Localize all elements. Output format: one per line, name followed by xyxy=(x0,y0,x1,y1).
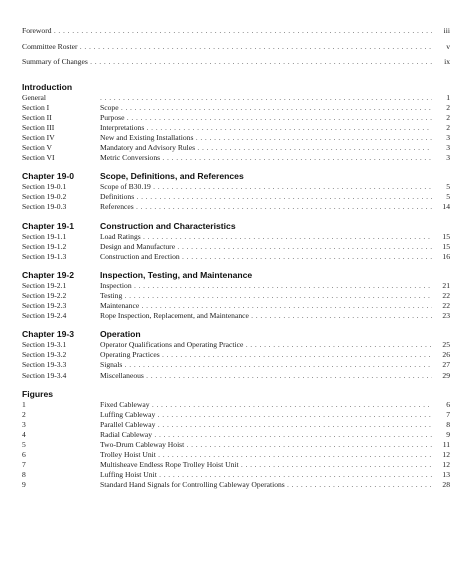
toc-entry-page-number: 15 xyxy=(442,231,450,241)
toc-entry-page-number: 16 xyxy=(442,251,450,261)
figure-entry-page-number: 11 xyxy=(442,440,450,449)
toc-section-heading xyxy=(22,221,450,232)
figure-entry-label: 5 xyxy=(22,440,26,449)
figure-entry-page-number: 12 xyxy=(442,460,450,470)
figure-entry-title: Parallel Cableway . . . xyxy=(100,420,432,430)
toc-entry-label: Section V xyxy=(22,143,53,152)
toc-entry-row[interactable] xyxy=(22,202,450,212)
toc-entry-row[interactable] xyxy=(22,123,450,133)
front-matter-entry-title: Foreword . . . xyxy=(22,26,432,36)
toc-entry-row[interactable] xyxy=(22,252,450,262)
toc-entry-page-number: 22 xyxy=(442,290,450,300)
toc-entry-label: Section 19-2.3 xyxy=(22,301,67,310)
toc-entry-title: Mandatory and Advisory Rules . . . xyxy=(100,143,432,153)
toc-entry-title: Signals . . . xyxy=(100,360,432,370)
figure-entry-title: Trolley Hoist Unit . . . xyxy=(100,450,432,460)
toc-entry-page-number: 5 xyxy=(446,182,450,192)
figure-entry-page-number: 6 xyxy=(446,399,450,409)
toc-section-heading-title: Operation xyxy=(100,329,141,340)
front-matter-entry-row[interactable] xyxy=(22,42,450,52)
figure-entry-page-number: 12 xyxy=(442,450,450,460)
figure-entry-row[interactable] xyxy=(22,450,450,460)
toc-entry-title: New and Existing Installations . . . xyxy=(100,133,432,143)
front-matter-entry-page-number: v xyxy=(446,41,450,51)
toc-entry-label: General xyxy=(22,92,47,102)
toc-entry-title: Testing . . . xyxy=(100,291,432,301)
figure-entry-page-number: 13 xyxy=(442,470,450,480)
toc-entry-label: Section 19-1.3 xyxy=(22,251,67,261)
figure-entry-label: 9 xyxy=(22,480,26,490)
toc-entry-title: Inspection . . . xyxy=(100,281,432,291)
figure-entry-row[interactable] xyxy=(22,430,450,440)
toc-entry-title: Miscellaneous . . . xyxy=(100,371,432,381)
figure-entry-title: Standard Hand Signals for Controlling Cableway Operations . . . xyxy=(100,480,432,490)
toc-entry-label: Section III xyxy=(22,122,55,132)
toc-entry-page-number: 22 xyxy=(442,301,450,310)
toc-entry-row[interactable] xyxy=(22,113,450,123)
toc-section-heading xyxy=(22,329,450,340)
figure-entry-row[interactable] xyxy=(22,460,450,470)
toc-entry-page-number: 21 xyxy=(442,280,450,290)
toc-section-heading-label: Chapter 19-1 xyxy=(22,220,75,231)
toc-entry-label: Section 19-3.4 xyxy=(22,370,67,380)
toc-entry-title: Load Ratings . . . xyxy=(100,232,432,242)
toc-entry-label: Section 19-3.1 xyxy=(22,340,67,350)
toc-entry-title: Definitions . . . xyxy=(100,192,432,202)
toc-entry-title: Interpretations . . . xyxy=(100,123,432,133)
toc-entry-row[interactable] xyxy=(22,350,450,360)
figure-entry-label: 3 xyxy=(22,419,26,429)
figure-entry-label: 8 xyxy=(22,470,26,480)
toc-entry-row[interactable] xyxy=(22,291,450,301)
toc-entry-label: Section II xyxy=(22,112,52,122)
toc-section-heading xyxy=(22,171,450,182)
toc-entry-label: Section 19-2.1 xyxy=(22,280,67,290)
toc-entry-row[interactable] xyxy=(22,143,450,153)
figure-entry-label: 2 xyxy=(22,409,26,419)
figure-entry-title: Two-Drum Cableway Hoist . . . xyxy=(100,440,432,450)
toc-entry-page-number: 1 xyxy=(446,92,450,102)
figure-entry-row[interactable] xyxy=(22,420,450,430)
toc-section-heading xyxy=(22,389,450,400)
toc-entry-page-number: 15 xyxy=(442,241,450,251)
toc-entry-page-number: 27 xyxy=(442,360,450,370)
toc-entry-label: Section 19-1.2 xyxy=(22,241,67,251)
toc-section-heading-label: Chapter 19-2 xyxy=(22,269,75,280)
figure-entry-row[interactable] xyxy=(22,410,450,420)
toc-entry-label: Section 19-3.3 xyxy=(22,360,67,370)
figure-entry-page-number: 7 xyxy=(446,409,450,419)
toc-section-heading-label: Chapter 19-3 xyxy=(22,329,75,340)
toc-entry-title: Rope Inspection, Replacement, and Maintenance . . . xyxy=(100,311,432,321)
toc-section-heading-label: Introduction xyxy=(22,81,73,92)
toc-entry-page-number: 26 xyxy=(442,350,450,360)
toc-entry-row[interactable] xyxy=(22,192,450,202)
figure-entry-label: 7 xyxy=(22,460,26,470)
toc-entry-title: Metric Conversions . . . xyxy=(100,153,432,163)
figure-entry-page-number: 8 xyxy=(446,419,450,429)
toc-entry-title: References . . . xyxy=(100,202,432,212)
toc-entry-page-number: 2 xyxy=(446,112,450,122)
figure-entry-row[interactable] xyxy=(22,440,450,450)
toc-entry-page-number: 2 xyxy=(446,102,450,112)
toc-entry-row[interactable] xyxy=(22,103,450,113)
toc-entry-page-number: 5 xyxy=(446,192,450,202)
toc-entry-title: Scope of B30.19 . . . xyxy=(100,182,432,192)
toc-entry-label: Section VI xyxy=(22,153,55,163)
figure-entry-row[interactable] xyxy=(22,400,450,410)
toc-entry-page-number: 2 xyxy=(446,122,450,132)
figure-entry-page-number: 9 xyxy=(446,429,450,439)
front-matter-entry-title: Summary of Changes . . . xyxy=(22,57,432,67)
toc-entry-title xyxy=(100,93,432,103)
toc-entry-row[interactable] xyxy=(22,232,450,242)
front-matter-entry-page-number: ix xyxy=(444,57,450,66)
toc-entry-label: Section 19-2.2 xyxy=(22,290,67,300)
figure-entry-title: Radial Cableway . . . xyxy=(100,430,432,440)
figure-entry-title: Luffing Cableway . . . xyxy=(100,410,432,420)
toc-entry-title: Operating Practices . . . xyxy=(100,350,432,360)
figure-entry-title: Luffing Hoist Unit . . . xyxy=(100,470,432,480)
toc-entry-row[interactable] xyxy=(22,133,450,143)
toc-entry-row[interactable] xyxy=(22,311,450,321)
figure-entry-label: 4 xyxy=(22,429,26,439)
toc-entry-label: Section 19-3.2 xyxy=(22,350,67,360)
toc-section-heading-label: Figures xyxy=(22,388,54,399)
toc-entry-label: Section 19-0.3 xyxy=(22,202,67,212)
toc-entry-row[interactable] xyxy=(22,340,450,350)
toc-entry-label: Section 19-0.1 xyxy=(22,182,67,192)
toc-entry-page-number: 3 xyxy=(446,143,450,152)
toc-entry-title: Maintenance . . . xyxy=(100,301,432,311)
toc-entry-page-number: 25 xyxy=(442,340,450,350)
toc-entry-row[interactable] xyxy=(22,371,450,381)
front-matter-entry-title: Committee Roster . . . xyxy=(22,42,432,52)
figure-entry-title: Multisheave Endless Rope Trolley Hoist Unit . . . xyxy=(100,460,432,470)
toc-entry-label: Section I xyxy=(22,102,50,112)
toc-entry-label: Section 19-1.1 xyxy=(22,231,67,241)
toc-entry-page-number: 3 xyxy=(446,132,450,142)
toc-entry-row[interactable] xyxy=(22,182,450,192)
toc-section-heading-title: Construction and Characteristics xyxy=(100,220,236,231)
toc-section-heading xyxy=(22,82,450,93)
front-matter-entry-row[interactable] xyxy=(22,57,450,67)
toc-entry-title: Design and Manufacture . . . xyxy=(100,242,432,252)
toc-section-heading-label: Chapter 19-0 xyxy=(22,171,75,182)
toc-section-heading-title: Scope, Definitions, and References xyxy=(100,171,244,182)
toc-entry-label: Section IV xyxy=(22,132,55,142)
toc-entry-title: Scope . . . xyxy=(100,103,432,113)
toc-entry-row[interactable] xyxy=(22,360,450,370)
figure-entry-page-number: 28 xyxy=(442,480,450,490)
toc-entry-page-number: 14 xyxy=(442,202,450,212)
toc-section-heading xyxy=(22,270,450,281)
toc-entry-title: Construction and Erection . . . xyxy=(100,252,432,262)
toc-entry-row[interactable] xyxy=(22,93,450,103)
front-matter-entry-page-number: iii xyxy=(443,26,450,35)
figure-entry-row[interactable] xyxy=(22,470,450,480)
toc-entry-row[interactable] xyxy=(22,281,450,291)
toc-entry-page-number: 29 xyxy=(442,370,450,380)
figure-entry-title: Fixed Cableway . . . xyxy=(100,400,432,410)
figure-entry-label: 6 xyxy=(22,450,26,460)
toc-entry-label: Section 19-0.2 xyxy=(22,192,67,202)
front-matter-entry-row[interactable] xyxy=(22,26,450,36)
toc-section-heading-title: Inspection, Testing, and Maintenance xyxy=(100,269,253,280)
figure-entry-label: 1 xyxy=(22,399,26,409)
toc-entry-label: Section 19-2.4 xyxy=(22,311,67,321)
toc-entry-row[interactable] xyxy=(22,301,450,311)
toc-entry-title: Purpose . . . xyxy=(100,113,432,123)
toc-entry-page-number: 23 xyxy=(442,311,450,321)
toc-entry-row[interactable] xyxy=(22,242,450,252)
toc-entry-row[interactable] xyxy=(22,153,450,163)
figure-entry-row[interactable] xyxy=(22,480,450,490)
toc-entry-page-number: 3 xyxy=(446,153,450,163)
toc-entry-title: Operator Qualifications and Operating Practice . . . xyxy=(100,340,432,350)
